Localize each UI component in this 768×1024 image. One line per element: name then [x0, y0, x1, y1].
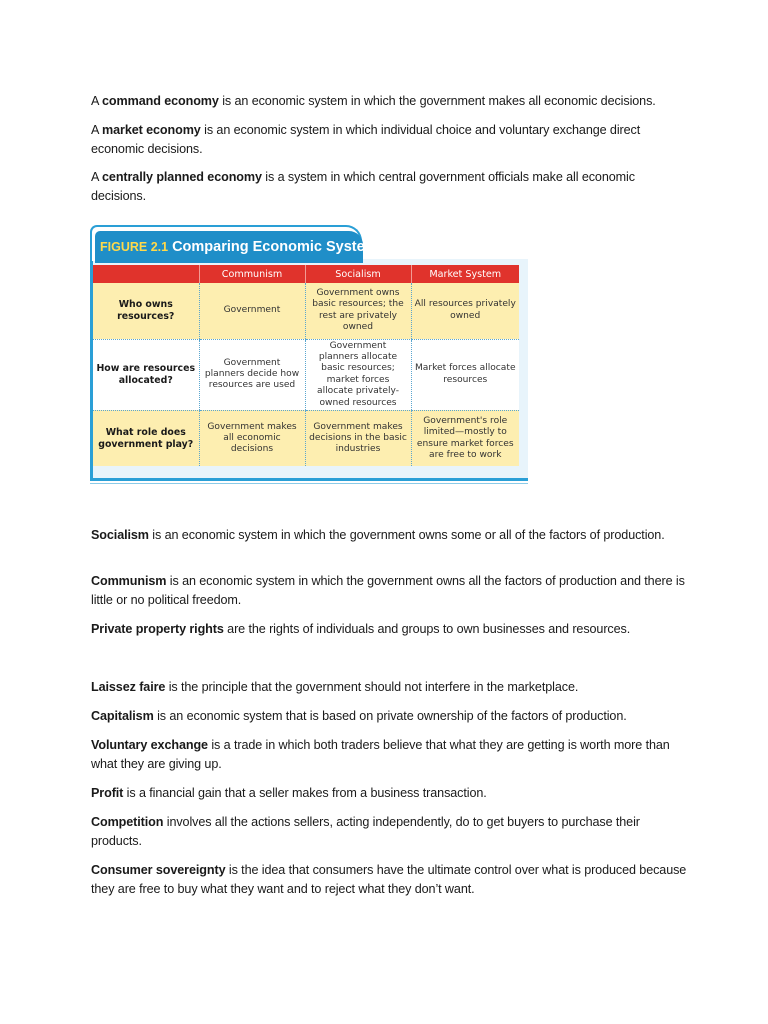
table-row: [93, 410, 519, 466]
column-header-socialism: Socialism: [305, 265, 411, 283]
table-cell: Government owns basic resources; the rest are privately owned: [305, 283, 411, 339]
definition-command-economy: A command economy is an economic system in which the government makes all economic decisions.: [91, 94, 656, 108]
definition-communism: Communism is an economic system in which the government owns all the factors of production and there is little or no political freedom.: [91, 574, 685, 607]
row-header: How are resources allocated?: [93, 339, 199, 410]
table-cell: Government's role limited—mostly to ensure market forces are free to work: [411, 410, 519, 466]
row-header: Who owns resources?: [93, 283, 199, 339]
definition-centrally-planned-economy: A centrally planned economy is a system in which central government officials make all economic decisions.: [91, 170, 635, 203]
column-header-communism: Communism: [199, 265, 305, 283]
figure-number: FIGURE 2.1: [100, 240, 169, 254]
definition-competition: Competition involves all the actions sellers, acting independently, do to get buyers to purchase their products.: [91, 815, 640, 848]
figure-divider: [90, 483, 528, 484]
definition-capitalism: Capitalism is an economic system that is based on private ownership of the factors of production.: [91, 709, 627, 723]
table-cell: Government makes all economic decisions: [199, 410, 305, 466]
figure-comparing-economic-systems: [88, 225, 528, 487]
table-cell: All resources privately owned: [411, 283, 519, 339]
table-cell: Government planners allocate basic resources; market forces allocate privately-owned resources: [305, 339, 411, 410]
table-cell: Government makes decisions in the basic industries: [305, 410, 411, 466]
row-header: What role does government play?: [93, 410, 199, 466]
definition-consumer-sovereignty: Consumer sovereignty is the idea that consumers have the ultimate control over what is produced because they are free to buy what they want and to reject what they don’t want.: [91, 863, 687, 896]
column-header: [93, 265, 199, 283]
figure-title: Comparing Economic Systems: [172, 239, 386, 255]
comparison-table: [93, 265, 519, 466]
definition-profit: Profit is a financial gain that a seller makes from a business transaction.: [91, 786, 487, 800]
table-cell: Government planners decide how resources are used: [199, 339, 305, 410]
definition-laissez-faire: Laissez faire is the principle that the government should not interfere in the marketplace.: [91, 680, 579, 694]
definition-voluntary-exchange: Voluntary exchange is a trade in which both traders believe that what they are getting is worth more than what they are giving up.: [91, 738, 670, 771]
table-cell: Government: [199, 283, 305, 339]
definition-private-property-rights: Private property rights are the rights of individuals and groups to own businesses and resources.: [91, 622, 631, 636]
table-cell: Market forces allocate resources: [411, 339, 519, 410]
column-header-market-system: Market System: [411, 265, 519, 283]
definition-market-economy: A market economy is an economic system in which individual choice and voluntary exchange direct economic decisions.: [91, 123, 641, 156]
figure-title-tab: [90, 225, 386, 261]
table-header-row: [93, 265, 519, 283]
definition-socialism: Socialism is an economic system in which the government owns some or all of the factors of production.: [91, 528, 665, 542]
table-row: [93, 339, 519, 410]
table-row: [93, 283, 519, 339]
